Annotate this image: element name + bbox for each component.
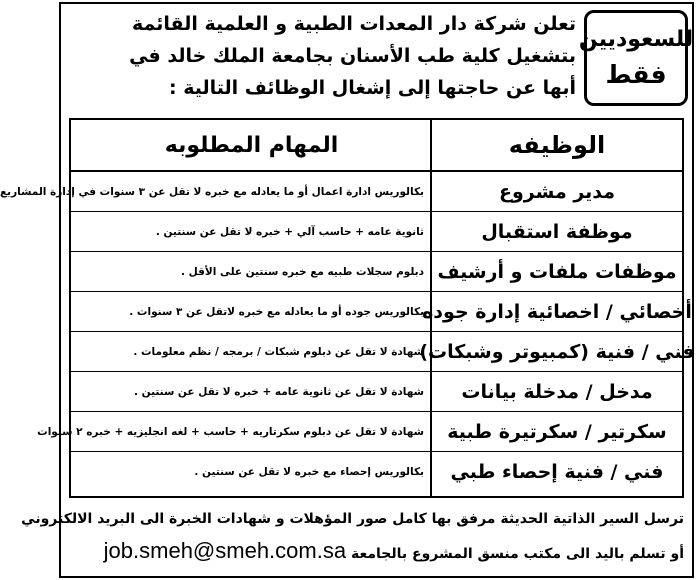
job-requirements: بكالوريس ادارة اعمال أو ما يعادله مع خبره لا تقل عن ٣ سنوات في إدارة المشاريع [0,186,424,198]
job-title: أخصائي / اخصائية إدارة جوده [422,301,692,323]
intro-line-2: بتشغيل كلية طب الأسنان بجامعة الملك خالد في [129,45,576,67]
job-requirements: ثانوية عامه + حاسب آلي + خبره لا تقل عن سنتين . [155,226,424,238]
job-title: فني / فنية إحصاء طبي [450,461,664,483]
job-requirements: شهادة لا تقل عن دبلوم شبكات / برمجه / نظم معلومات . [133,346,424,358]
intro-line-3: أبها عن حاجتها إلى إشغال الوظائف التالية : [169,77,576,99]
table-row [71,452,682,492]
badge-line-2: فقط [605,60,667,89]
job-title: موظفات ملفات و أرشيف [437,261,677,283]
job-requirements: بكالوريس جوده أو ما يعادله مع خبره لاتقل عن ٣ سنوات . [129,306,424,318]
saudi-only-badge [578,10,694,106]
job-requirements: بكالوريس إحصاء مع خبره لا تقل عن سنتين . [194,466,424,478]
email-link[interactable]: job.smeh@smeh.com.sa [103,538,347,563]
job-requirements: دبلوم سجلات طبيه مع خبره سنتين على الأقل . [180,266,424,278]
table-row [71,212,682,252]
table-row [71,372,682,412]
table-row [71,332,695,372]
footer-contact-text: أو تسلم باليد الى مكتب منسق المشروع بالجامعة [350,546,684,562]
job-title: موظفة استقبال [481,221,633,243]
job-title: فني / فنية (كمبيوتر وشبكات) [419,341,695,363]
intro-text [66,8,576,104]
header-tasks: المهام المطلوبه [164,132,339,158]
job-requirements: شهادة لا تقل عن ثانوية عامه + خبره لا تقل عن سنتين . [134,386,424,398]
table-row [37,412,682,452]
job-title: سكرتير / سكرتيرة طبية [447,421,667,443]
table-row [71,292,692,332]
table-body [0,172,695,492]
table-row [0,172,682,212]
badge-line-1: للسعوديين [578,27,694,52]
table-row [71,252,682,292]
job-title: مدير مشروع [499,181,616,203]
table-header [71,120,682,172]
jobs-table [0,118,695,498]
job-requirements: شهادة لا تقل عن دبلوم سكرتاريه + حاسب + لغه انجليزيه + خبره ٢ سنوات [37,426,424,438]
ad-frame [0,2,695,578]
intro-line-1: تعلن شركة دار المعدات الطبية و العلمية القائمة [132,13,576,35]
ad-footer [21,504,684,574]
footer-contact [69,534,684,571]
ad-header [61,4,692,112]
header-job: الوظيفه [508,131,606,159]
footer-instructions: ترسل السير الذاتية الحديثة مرفق بها كامل صور المؤهلات و شهادات الخبرة الى البريد الالكتروني [21,511,684,527]
job-title: مدخل / مدخلة بيانات [461,381,653,403]
